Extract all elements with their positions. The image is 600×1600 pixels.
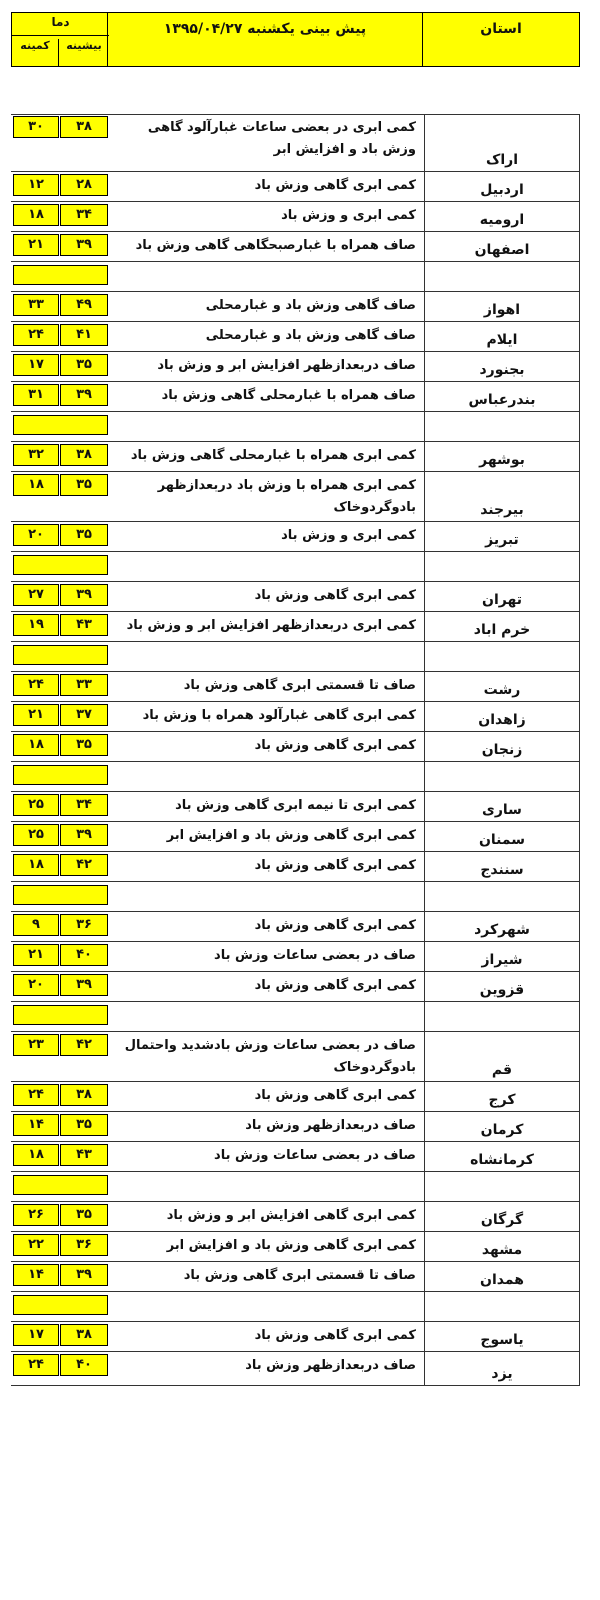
province-name: اهواز (424, 292, 580, 321)
max-temp: ۳۹ (60, 974, 108, 996)
forecast-description: کمی ابری در بعضی ساعات غبارآلود گاهی وزش باد و افزایش ابر (147, 120, 416, 157)
max-temp: ۳۶ (60, 914, 108, 936)
table-row (11, 114, 580, 172)
spacer-temp-cell (13, 1295, 108, 1315)
forecast-description: کمی ابری گاهی افزایش ابر و وزش باد (166, 1208, 416, 1223)
spacer-temp-cell (13, 885, 108, 905)
max-temp: ۴۳ (60, 614, 108, 636)
spacer-temp-cell (13, 1175, 108, 1195)
min-temp: ۱۷ (13, 1324, 59, 1346)
min-temp: ۲۱ (13, 234, 59, 256)
province-name: قزوین (424, 972, 580, 1001)
min-temp: ۱۸ (13, 1144, 59, 1166)
province-name: بیرجند (424, 472, 580, 521)
forecast-description: کمی ابری و وزش باد (281, 528, 416, 543)
table-row (11, 1142, 580, 1172)
max-temp: ۳۳ (60, 674, 108, 696)
table-row (11, 612, 580, 642)
table-row (11, 1322, 580, 1352)
max-temp: ۳۴ (60, 204, 108, 226)
table-row (11, 972, 580, 1002)
province-name: تبریز (424, 522, 580, 551)
forecast-table (11, 114, 580, 1392)
max-temp: ۴۲ (60, 854, 108, 876)
max-temp: ۳۵ (60, 524, 108, 546)
table-row (11, 732, 580, 762)
province-name: اردبیل (424, 172, 580, 201)
max-temp: ۳۸ (60, 116, 108, 138)
max-temp: ۳۸ (60, 444, 108, 466)
forecast-description: صاف گاهی وزش باد و غبارمحلی (205, 298, 416, 313)
min-temp: ۲۱ (13, 704, 59, 726)
table-row (11, 292, 580, 322)
spacer-row (11, 1172, 580, 1202)
spacer-province-cell (424, 1292, 580, 1321)
province-name: اصفهان (424, 232, 580, 261)
table-row (11, 672, 580, 702)
forecast-description: صاف دربعدازظهر وزش باد (245, 1118, 416, 1133)
min-temp: ۳۲ (13, 444, 59, 466)
max-temp: ۳۵ (60, 474, 108, 496)
province-name: زنجان (424, 732, 580, 761)
forecast-description: کمی ابری گاهی وزش باد و افزایش ابر (166, 828, 416, 843)
forecast-description: کمی ابری گاهی وزش باد (254, 1328, 416, 1343)
max-temp: ۴۹ (60, 294, 108, 316)
min-temp: ۲۵ (13, 824, 59, 846)
table-row (11, 702, 580, 732)
table-row (11, 172, 580, 202)
forecast-description: صاف در بعضی ساعات وزش باد (214, 1148, 416, 1163)
province-name: شهرکرد (424, 912, 580, 941)
province-name: تهران (424, 582, 580, 611)
spacer-row (11, 642, 580, 672)
province-name: سنندج (424, 852, 580, 881)
table-row (11, 792, 580, 822)
min-temp: ۳۳ (13, 294, 59, 316)
province-name: یاسوج (424, 1322, 580, 1351)
min-temp: ۲۱ (13, 944, 59, 966)
header-max-label: بیشینه (66, 39, 102, 52)
forecast-description: کمی ابری گاهی وزش باد (254, 738, 416, 753)
table-header (11, 12, 580, 67)
max-temp: ۴۲ (60, 1034, 108, 1056)
forecast-description: صاف همراه با غبارمحلی گاهی وزش باد (161, 388, 416, 403)
min-temp: ۲۶ (13, 1204, 59, 1226)
min-temp: ۱۴ (13, 1114, 59, 1136)
table-row (11, 202, 580, 232)
table-row (11, 852, 580, 882)
table-row (11, 472, 580, 522)
forecast-description: کمی ابری همراه با غبارمحلی گاهی وزش باد (130, 448, 416, 463)
forecast-description: کمی ابری گاهی وزش باد (254, 858, 416, 873)
forecast-description: صاف همراه با غبارصبحگاهی گاهی وزش باد (135, 238, 416, 253)
spacer-province-cell (424, 882, 580, 911)
max-temp: ۳۵ (60, 734, 108, 756)
province-name: کرمانشاه (424, 1142, 580, 1171)
min-temp: ۱۸ (13, 474, 59, 496)
province-name: شیراز (424, 942, 580, 971)
spacer-row (11, 762, 580, 792)
spacer-province-cell (424, 762, 580, 791)
max-temp: ۳۸ (60, 1084, 108, 1106)
province-name: خرم اباد (424, 612, 580, 641)
spacer-province-cell (424, 262, 580, 291)
spacer-temp-cell (13, 415, 108, 435)
province-name: مشهد (424, 1232, 580, 1261)
spacer-province-cell (424, 552, 580, 581)
min-temp: ۱۴ (13, 1264, 59, 1286)
province-name: ساری (424, 792, 580, 821)
table-row (11, 1232, 580, 1262)
max-temp: ۴۱ (60, 324, 108, 346)
header-forecast-title: پیش بینی یکشنبه ۱۳۹۵/۰۴/۲۷ (107, 13, 423, 66)
table-row (11, 442, 580, 472)
table-row (11, 232, 580, 262)
province-name: بجنورد (424, 352, 580, 381)
max-temp: ۴۰ (60, 1354, 108, 1376)
forecast-description: صاف تا قسمتی ابری گاهی وزش باد (183, 678, 416, 693)
forecast-description: صاف دربعدازظهر وزش باد (245, 1358, 416, 1373)
max-temp: ۳۹ (60, 1264, 108, 1286)
min-temp: ۲۰ (13, 974, 59, 996)
min-temp: ۳۰ (13, 116, 59, 138)
header-temp-label: دما (51, 15, 70, 29)
min-temp: ۱۹ (13, 614, 59, 636)
max-temp: ۳۶ (60, 1234, 108, 1256)
header-min-label: کمینه (12, 39, 59, 67)
min-temp: ۲۵ (13, 794, 59, 816)
table-row (11, 1032, 580, 1082)
province-name: یزد (424, 1352, 580, 1385)
max-temp: ۲۸ (60, 174, 108, 196)
forecast-description: کمی ابری گاهی وزش باد (254, 978, 416, 993)
min-temp: ۳۱ (13, 384, 59, 406)
header-temperature (12, 13, 109, 66)
min-temp: ۱۸ (13, 204, 59, 226)
min-temp: ۲۷ (13, 584, 59, 606)
province-name: کرج (424, 1082, 580, 1111)
spacer-temp-cell (13, 555, 108, 575)
table-row (11, 382, 580, 412)
min-temp: ۲۴ (13, 1084, 59, 1106)
table-row (11, 582, 580, 612)
forecast-description: صاف تا قسمتی ابری گاهی وزش باد (183, 1268, 416, 1283)
forecast-description: کمی ابری تا نیمه ابری گاهی وزش باد (175, 798, 416, 813)
table-row (11, 1262, 580, 1292)
forecast-description: کمی ابری گاهی غبارآلود همراه با وزش باد (142, 708, 416, 723)
forecast-description: کمی ابری گاهی وزش باد و افزایش ابر (166, 1238, 416, 1253)
spacer-temp-cell (13, 765, 108, 785)
forecast-description: کمی ابری و وزش باد (281, 208, 416, 223)
province-name: همدان (424, 1262, 580, 1291)
min-temp: ۲۴ (13, 324, 59, 346)
min-temp: ۱۷ (13, 354, 59, 376)
forecast-description: کمی ابری دربعدازظهر افزایش ابر و وزش باد (126, 618, 416, 633)
spacer-row (11, 262, 580, 292)
table-row (11, 822, 580, 852)
max-temp: ۳۵ (60, 354, 108, 376)
max-temp: ۴۰ (60, 944, 108, 966)
forecast-description: کمی ابری همراه با وزش باد دربعدازظهر بادوگردوخاک (157, 478, 416, 515)
spacer-row (11, 412, 580, 442)
forecast-description: کمی ابری گاهی وزش باد (254, 1088, 416, 1103)
spacer-temp-cell (13, 265, 108, 285)
max-temp: ۳۹ (60, 234, 108, 256)
province-name: قم (424, 1032, 580, 1081)
min-temp: ۲۳ (13, 1034, 59, 1056)
spacer-province-cell (424, 642, 580, 671)
max-temp: ۳۹ (60, 824, 108, 846)
table-row (11, 522, 580, 552)
max-temp: ۴۳ (60, 1144, 108, 1166)
max-temp: ۳۹ (60, 584, 108, 606)
province-name: سمنان (424, 822, 580, 851)
spacer-province-cell (424, 1172, 580, 1201)
table-row (11, 1082, 580, 1112)
table-row (11, 322, 580, 352)
spacer-row (11, 882, 580, 912)
province-name: گرگان (424, 1202, 580, 1231)
spacer-province-cell (424, 1002, 580, 1031)
min-temp: ۱۸ (13, 854, 59, 876)
forecast-description: کمی ابری گاهی وزش باد (254, 178, 416, 193)
table-row (11, 352, 580, 382)
spacer-row (11, 552, 580, 582)
forecast-description: کمی ابری گاهی وزش باد (254, 588, 416, 603)
forecast-description: صاف گاهی وزش باد و غبارمحلی (205, 328, 416, 343)
province-name: زاهدان (424, 702, 580, 731)
forecast-description: صاف در بعضی ساعات وزش بادشدید واحتمال بادوگردوخاک (124, 1038, 416, 1075)
province-name: بندرعباس (424, 382, 580, 411)
table-row (11, 942, 580, 972)
forecast-description: صاف در بعضی ساعات وزش باد (214, 948, 416, 963)
max-temp: ۳۹ (60, 384, 108, 406)
max-temp: ۳۷ (60, 704, 108, 726)
spacer-temp-cell (13, 645, 108, 665)
forecast-description: صاف دربعدازظهر افزایش ابر و وزش باد (157, 358, 416, 373)
header-province: استان (480, 21, 522, 37)
province-name: رشت (424, 672, 580, 701)
spacer-row (11, 1292, 580, 1322)
table-row (11, 1202, 580, 1232)
min-temp: ۲۴ (13, 1354, 59, 1376)
min-temp: ۱۸ (13, 734, 59, 756)
min-temp: ۱۲ (13, 174, 59, 196)
min-temp: ۲۰ (13, 524, 59, 546)
spacer-temp-cell (13, 1005, 108, 1025)
min-temp: ۲۴ (13, 674, 59, 696)
province-name: کرمان (424, 1112, 580, 1141)
forecast-description: کمی ابری گاهی وزش باد (254, 918, 416, 933)
province-name: ایلام (424, 322, 580, 351)
spacer-row (11, 1002, 580, 1032)
max-temp: ۳۸ (60, 1324, 108, 1346)
max-temp: ۳۴ (60, 794, 108, 816)
max-temp: ۳۵ (60, 1204, 108, 1226)
table-row (11, 1352, 580, 1386)
table-row (11, 1112, 580, 1142)
min-temp: ۲۲ (13, 1234, 59, 1256)
min-temp: ۹ (13, 914, 59, 936)
max-temp: ۳۵ (60, 1114, 108, 1136)
table-top-border (11, 114, 580, 115)
table-row (11, 912, 580, 942)
province-name: ارومیه (424, 202, 580, 231)
province-name: اراک (424, 114, 580, 171)
spacer-province-cell (424, 412, 580, 441)
province-name: بوشهر (424, 442, 580, 471)
